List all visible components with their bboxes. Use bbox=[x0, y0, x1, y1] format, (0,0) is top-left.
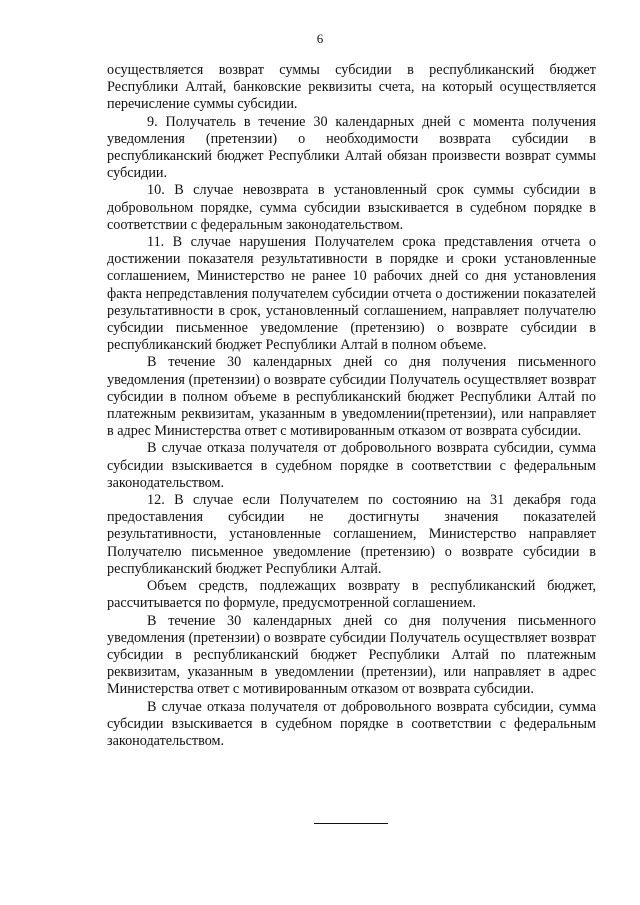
paragraph: В течение 30 календарных дней со дня получения письменного уведомления (претензии) о возврате субсидии Получатель осуществляет возврат субсидии в полном объеме в республиканский бюджет Республики Алтай по платежным реквизитам, указанным в уведомлении(претензии), или направляет в адрес Министерства ответ с мотивированным отказом от возврата субсидии. bbox=[107, 354, 596, 440]
document-body bbox=[107, 62, 596, 750]
paragraph: 11. В случае нарушения Получателем срока представления отчета о достижении показателя результативности в порядке и сроки установленные соглашением, Министерство не ранее 10 рабочих дней со дня установления факта непредставления получателем субсидии отчета о достижении показателей результативности в срок, установленный соглашением, направляет получателю субсидии письменное уведомление (претензию) о возврате субсидии в республиканский бюджет Республики Алтай в полном объеме. bbox=[107, 234, 596, 354]
end-separator-line bbox=[314, 823, 388, 824]
paragraph: В случае отказа получателя от добровольного возврата субсидии, сумма субсидии взыскивается в судебном порядке в соответствии с федеральным законодательством. bbox=[107, 440, 596, 491]
paragraph: Объем средств, подлежащих возврату в республиканский бюджет, рассчитывается по формуле, предусмотренной соглашением. bbox=[107, 578, 596, 612]
paragraph: В течение 30 календарных дней со дня получения письменного уведомления (претензии) о возврате субсидии Получатель осуществляет возврат субсидии в республиканский бюджет Республики Алтай по платежным реквизитам, указанным в уведомлении (претензии), или направляет в адрес Министерства ответ с мотивированным отказом от возврата субсидии. bbox=[107, 612, 596, 698]
paragraph: В случае отказа получателя от добровольного возврата субсидии, сумма субсидии взыскивается в судебном порядке в соответствии с федеральным законодательством. bbox=[107, 698, 596, 749]
paragraph: 9. Получатель в течение 30 календарных дней с момента получения уведомления (претензии) о необходимости возврата субсидии в республиканский бюджет Республики Алтай обязан произвести возврат суммы субсидии. bbox=[107, 113, 596, 182]
paragraph: осуществляется возврат суммы субсидии в республиканский бюджет Республики Алтай, банковские реквизиты счета, на который осуществляется перечисление суммы субсидии. bbox=[107, 62, 596, 113]
paragraph: 10. В случае невозврата в установленный срок суммы субсидии в добровольном порядке, сумма субсидии взыскивается в судебном порядке в соответствии с федеральным законодательством. bbox=[107, 182, 596, 233]
paragraph: 12. В случае если Получателем по состоянию на 31 декабря года предоставления субсидии не достигнуты значения показателей результативности, установленные соглашением, Министерство направляет Получателю письменное уведомление (претензию) о возврате субсидии в республиканский бюджет Республики Алтай. bbox=[107, 492, 596, 577]
page-number: 6 bbox=[316, 31, 324, 46]
